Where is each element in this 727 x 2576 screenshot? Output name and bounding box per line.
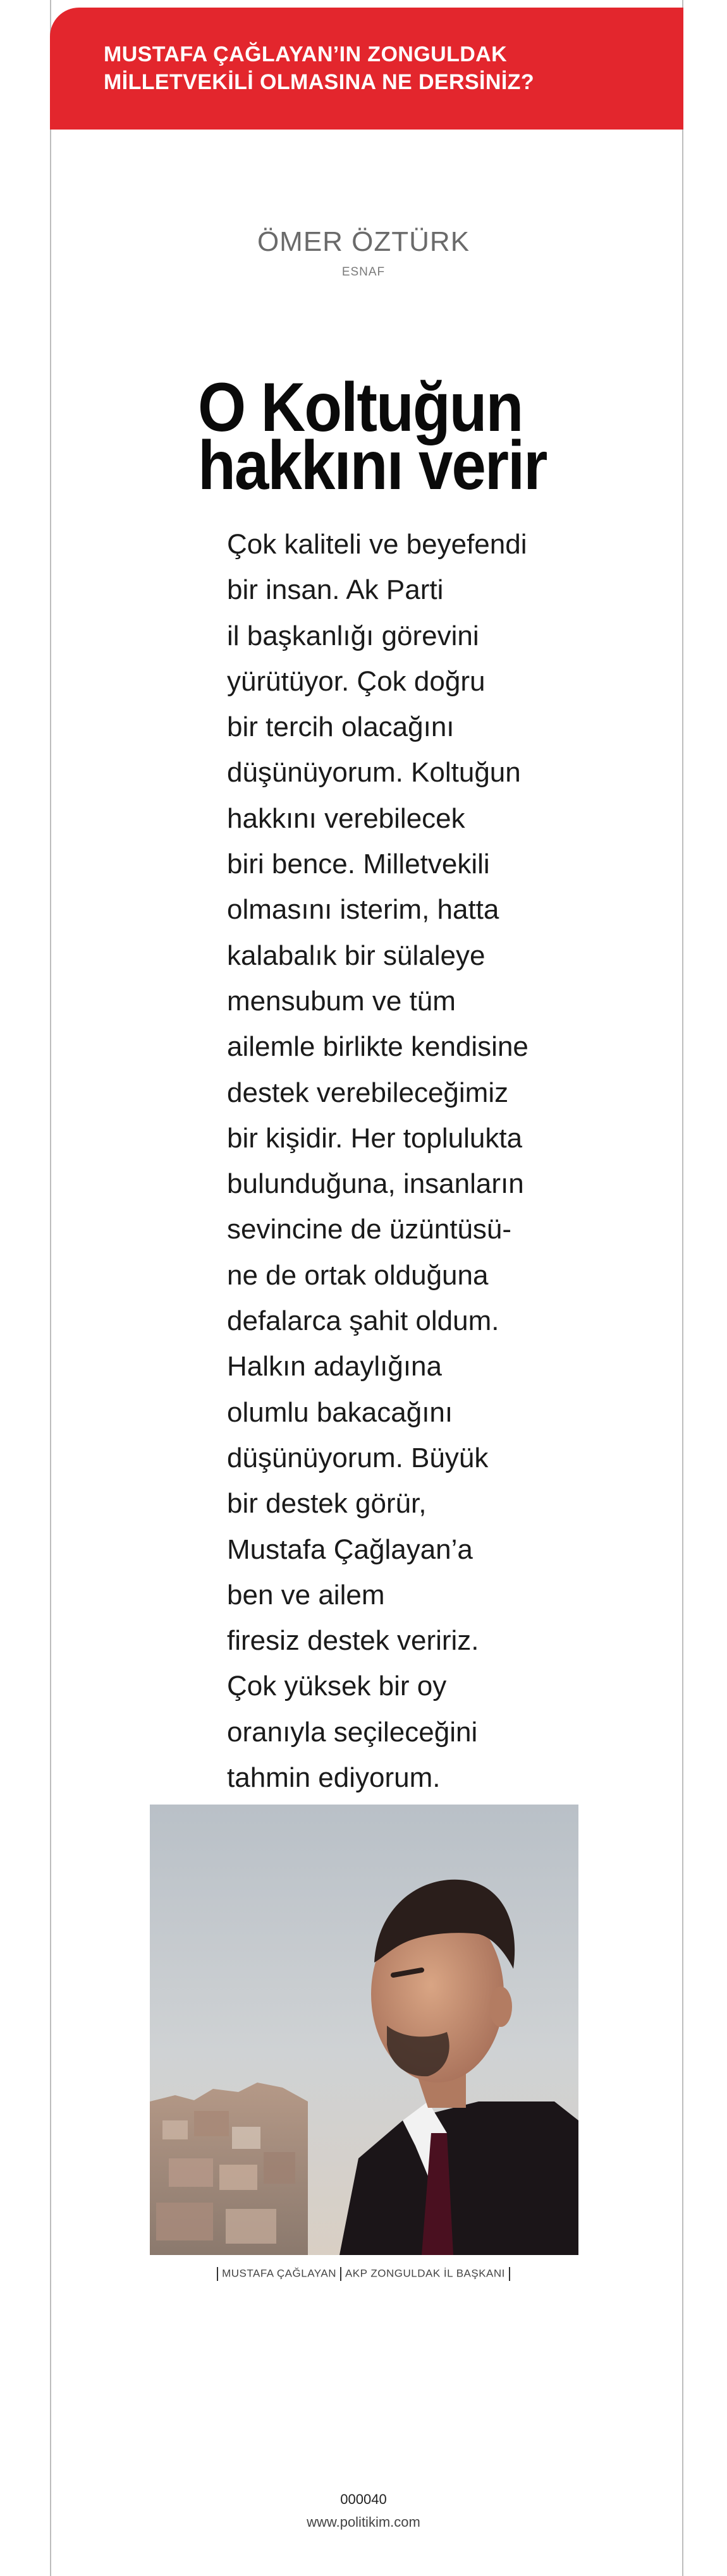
body-line: kalabalık bir sülaleye — [227, 940, 486, 971]
body-line: ne de ortak olduğuna — [227, 1259, 489, 1291]
body-line: biri bence. Milletvekili — [227, 849, 490, 880]
body-line: Çok kaliteli ve beyefendi — [227, 529, 527, 560]
banner-title — [104, 40, 647, 96]
body-line: bir tercih olacağını — [227, 711, 455, 743]
body-line: mensubum ve tüm — [227, 985, 456, 1017]
caption-name: MUSTAFA ÇAĞLAYAN — [222, 2267, 336, 2280]
header-banner — [50, 8, 683, 130]
body-line: düşünüyorum. Koltuğun — [227, 757, 521, 789]
body-line: bulunduğuna, insanların — [227, 1168, 524, 1200]
article-body — [227, 522, 581, 1801]
body-line: firesiz destek veririz. — [227, 1625, 479, 1657]
page-number: 000040 — [340, 2491, 387, 2507]
caption-title: AKP ZONGULDAK İL BAŞKANI — [345, 2267, 505, 2280]
body-line: il başkanlığı görevini — [227, 620, 479, 651]
body-line: ben ve ailem — [227, 1579, 385, 1611]
website-link[interactable]: www.politikim.com — [307, 2514, 420, 2530]
headline-line-1: O Koltuğun — [198, 368, 523, 446]
page-frame-right — [682, 0, 683, 2576]
banner-title-line-1: MUSTAFA ÇAĞLAYAN’IN ZONGULDAK — [104, 42, 508, 66]
body-line: hakkını verebilecek — [227, 802, 465, 834]
interviewee-role: ESNAF — [341, 265, 386, 279]
body-line: yürütüyor. Çok doğru — [227, 665, 486, 697]
caption-divider — [217, 2267, 218, 2281]
body-line: destek verebileceğimiz — [227, 1077, 509, 1108]
body-line: bir destek görür, — [227, 1488, 427, 1520]
body-line: düşünüyorum. Büyük — [227, 1442, 489, 1473]
body-line: oranıyla seçileceğini — [227, 1716, 478, 1748]
body-line: defalarca şahit oldum. — [227, 1305, 499, 1337]
body-line: Çok yüksek bir oy — [227, 1671, 447, 1702]
body-line: sevincine de üzüntüsü- — [227, 1214, 512, 1245]
body-line: bir kişidir. Her toplulukta — [227, 1122, 523, 1154]
body-line: Mustafa Çağlayan’a — [227, 1533, 473, 1565]
caption-divider — [509, 2267, 510, 2281]
body-line: ailemle birlikte kendisine — [227, 1031, 528, 1063]
headline-line-2: hakkını verir — [198, 426, 547, 504]
body-line: tahmin ediyorum. — [227, 1762, 441, 1794]
portrait-photo — [150, 1805, 578, 2255]
photo-caption — [0, 2267, 727, 2281]
body-line: bir insan. Ak Parti — [227, 574, 444, 606]
body-line: olumlu bakacağını — [227, 1396, 453, 1428]
body-line: olmasını isterim, hatta — [227, 894, 499, 926]
page-frame-left — [50, 0, 51, 2576]
headline — [198, 368, 577, 504]
interviewee-name: ÖMER ÖZTÜRK — [257, 226, 470, 257]
banner-title-line-2: MİLLETVEKİLİ OLMASINA NE DERSİNİZ? — [104, 70, 534, 94]
caption-divider — [340, 2267, 341, 2281]
body-line: Halkın adaylığına — [227, 1351, 442, 1382]
